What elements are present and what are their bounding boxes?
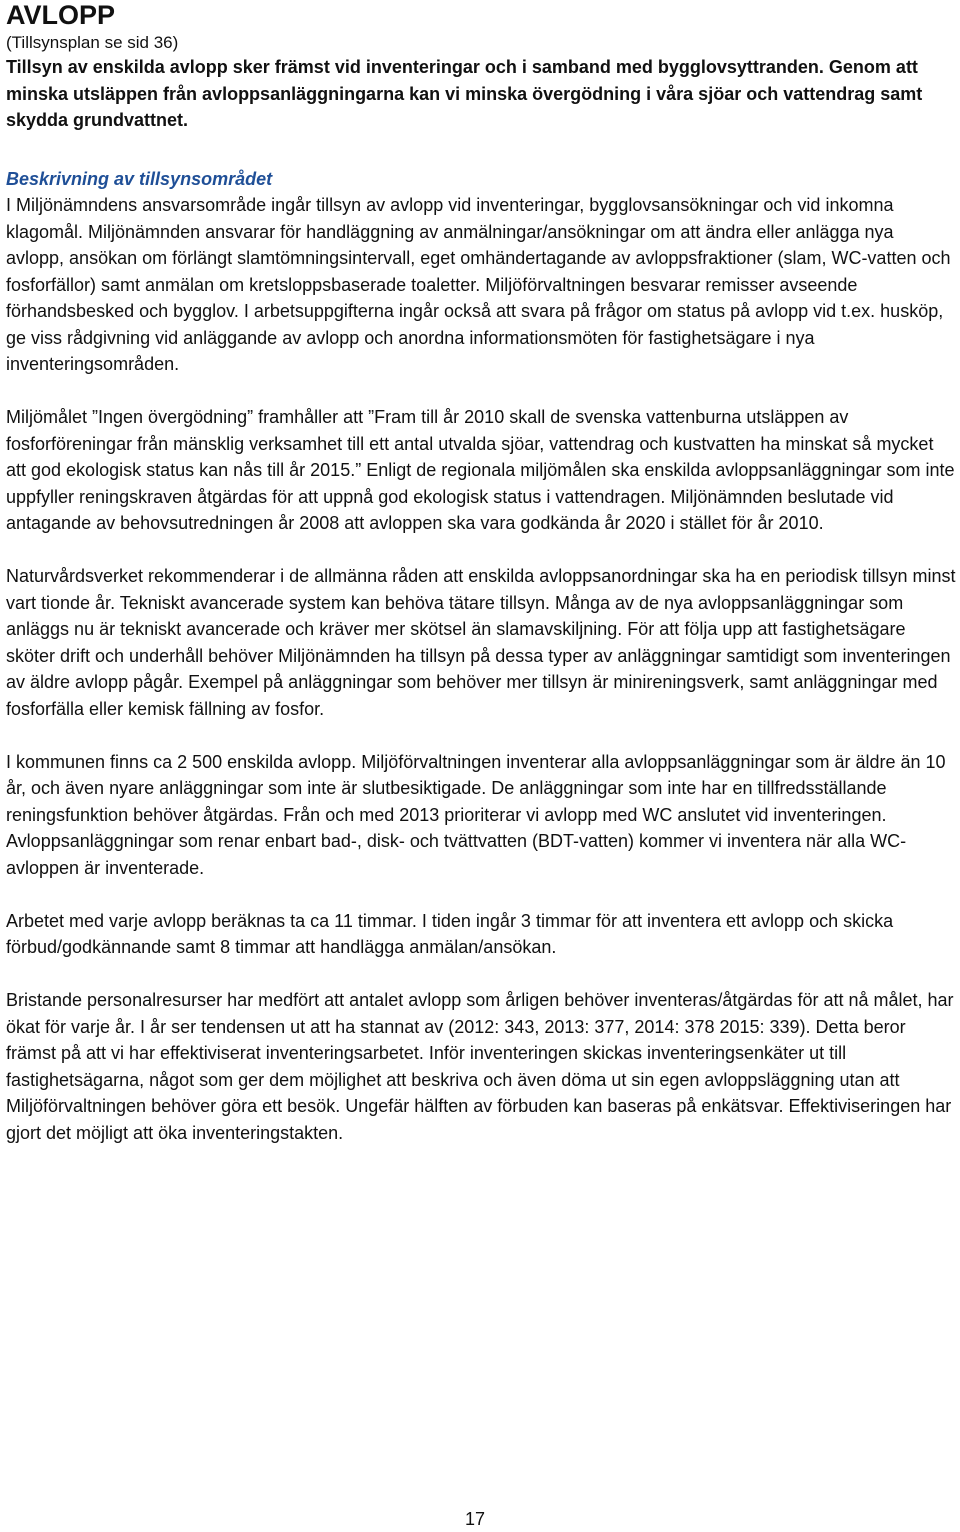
paragraph-work-time: Arbetet med varje avlopp beräknas ta ca 11 timmar. I tiden ingår 3 timmar för att inventera ett avlopp och skicka förbud/godkännande samt 8 timmar att handlägga anmälan/ansökan. (6, 910, 894, 957)
page-title: AVLOPP (6, 0, 116, 30)
paragraph-environmental-goal: Miljömålet ”Ingen övergödning” framhåller att ”Fram till år 2010 skall de svenska vattenburna utsläppen av fosforföreningar från mänsklig verksamhet till ett antal utvalda sjöar, vattendrag och kustvatten ha minskat så mycket att god ekologisk status kan nås till år 2015.” Enligt de regionala miljömålen ska enskilda avloppsanläggningar som inte uppfyller reningskraven åtgärdas för att uppnå god ekologisk status i vattendragen. Miljönämnden beslutade vid antagande av behovsutredningen år 2008 att avloppen ska vara godkända år 2020 i stället för år 2010. (6, 407, 955, 533)
paragraph-resources: Bristande personalresurser har medfört att antalet avlopp som årligen behöver inventeras/åtgärdas för att nå målet, har ökat för varje år. I år ser tendensen ut att ha stannat av (2012: 343, 2013: 377, 2014: 378 2015: 339). Detta beror främst på att vi har effektiviserat inventeringsarbetet. Inför inventeringen skickas inventeringsenkäter ut till fastighetsägarna, något som ger dem möjlighet att beskriva och även döma ut sin egen avloppsläggning utan att Miljöförvaltningen behöver göra ett besök. Ungefär hälften av förbuden kan baseras på enkätsvar. Effektiviseringen har gjort det möjligt att öka inventeringstakten. (6, 990, 954, 1143)
paragraph-recommendations: Naturvårdsverket rekommenderar i de allmänna råden att enskilda avloppsanordningar ska ha en periodisk tillsyn minst vart tionde år. Tekniskt avancerade system kan behöva tätare tillsyn. Många av de nya avloppsanläggningar som anläggs nu är tekniskt avancerade och kräver mer skötsel än slamavskiljning. För att följa upp att fastighetsägare sköter drift och underhåll behöver Miljönämnden ha tillsyn på dessa typer av anläggningar samtidigt som inventeringen av äldre avlopp pågår. Exempel på anläggningar som behöver mer tillsyn är minireningsverk, samt anläggningar med fosforfälla eller kemisk fällning av fosfor. (6, 566, 956, 719)
lead-paragraph: Tillsyn av enskilda avlopp sker främst vid inventeringar och i samband med bygglovsyttranden. Genom att minska utsläppen från avloppsanläggningarna kan vi minska övergödning i våra sjöar och vattendrag samt skydda grundvattnet. (6, 57, 923, 130)
paragraph-responsibilities: I Miljönämndens ansvarsområde ingår tillsyn av avlopp vid inventeringar, bygglovsansökningar och vid inkomna klagomål. Miljönämnden ansvarar för handläggning av anmälningar/ansökningar om att ändra eller anlägga nya avlopp, ansökan om förlängt slamtömningsintervall, eget omhändertagande av avloppsfraktioner (slam, WC-vatten och fosforfällor) samt anmälan om kretsloppsbaserade toaletter. Miljöförvaltningen besvarar remisser avseende förhandsbesked och bygglov. I arbetsuppgifterna ingår också att svara på frågor om status på avlopp vid t.ex. husköp, ge viss rådgivning vid anläggande av avlopp och anordna informationsmöten för fastighetsägare i nya inventeringsområden. (6, 195, 951, 374)
page-number: 17 (464, 1509, 486, 1529)
paragraph-inventory: I kommunen finns ca 2 500 enskilda avlopp. Miljöförvaltningen inventerar alla avloppsanläggningar som är äldre än 10 år, och även nyare anläggningar som inte är slutbesiktigade. De anläggningar som inte har en tillfredsställande reningsfunktion behöver åtgärdas. Från och med 2013 prioriterar vi avlopp med WC anslutet vid inventeringen. Avloppsanläggningar som renar enbart bad-, disk- och tvättvatten (BDT-vatten) kommer vi inventera när alla WC-avloppen är inventerade. (6, 751, 946, 878)
plan-reference: (Tillsynsplan se sid 36) (6, 33, 179, 52)
document-page (6, 0, 956, 1146)
section-heading: Beskrivning av tillsynsområdet (6, 168, 273, 189)
